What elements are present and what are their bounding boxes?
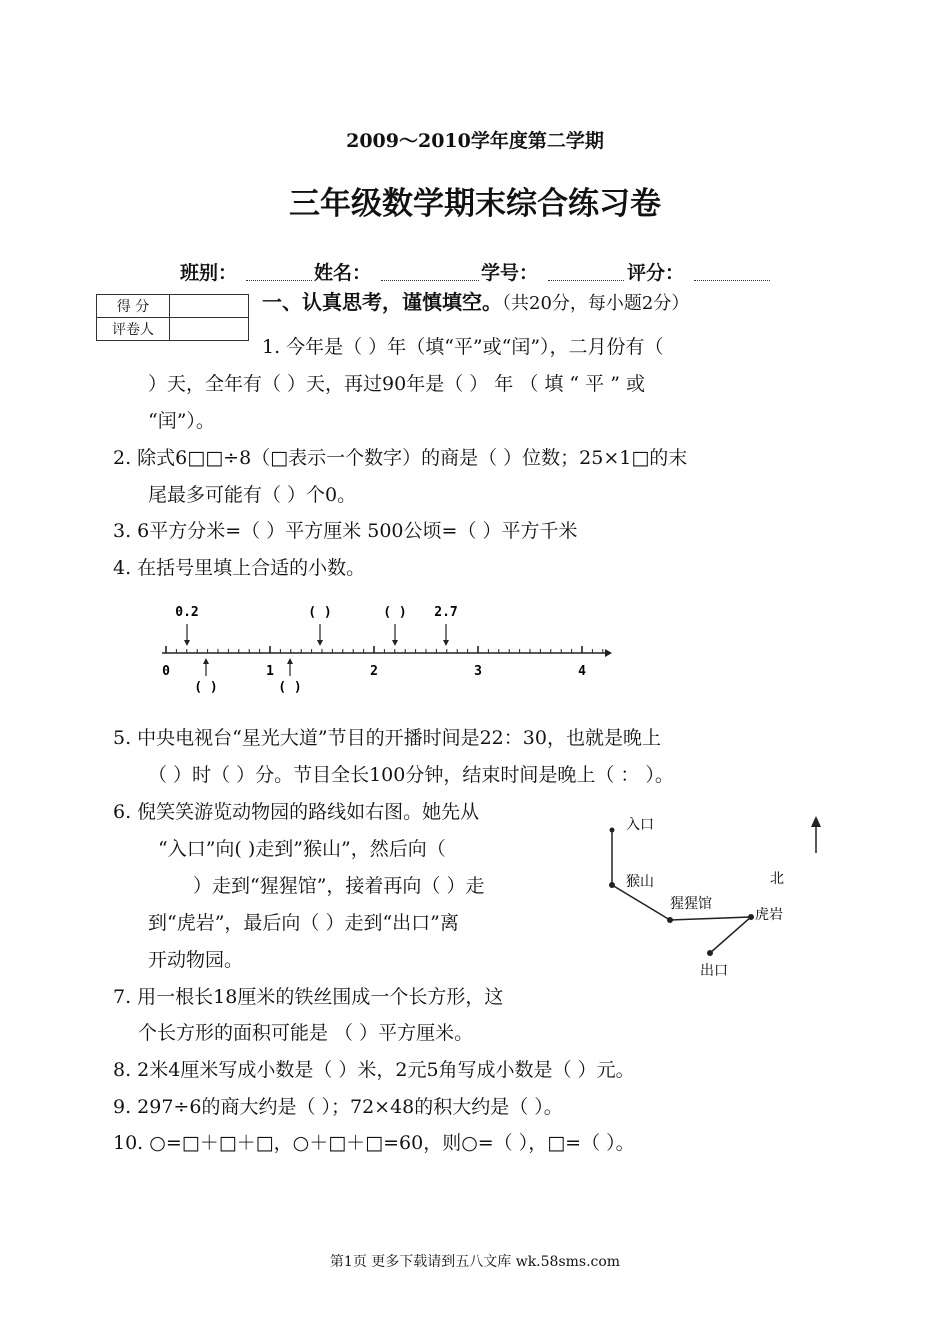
tick-label-0: 0 <box>162 664 170 679</box>
down-arrowhead <box>184 640 190 646</box>
exam-subtitle: 2009～2010学年度第二学期 <box>346 130 604 152</box>
question-7-line-2: 个长方形的面积可能是 （ ）平方厘米。 <box>138 1022 474 1044</box>
entrance-point <box>610 828 615 833</box>
question-6-line-2: “入口”向( )走到”猴山”，然后向（ <box>158 838 446 860</box>
top-blank-1[interactable]: ( ) <box>308 605 332 620</box>
page-footer: 第1页 更多下载请到五八文库 wk.58sms.com <box>329 1254 621 1270</box>
question-2-line-1: 2. 除式6□□÷8（□表示一个数字）的商是（ ）位数；25×1□的末 <box>113 447 688 469</box>
tiger-label: 虎岩 <box>755 907 783 923</box>
section-1-heading <box>262 286 689 315</box>
question-8: 8. 2米4厘米写成小数是（ ）米，2元5角写成小数是（ ）元。 <box>113 1059 635 1081</box>
up-arrowhead <box>203 658 209 664</box>
tiger-point <box>748 914 754 920</box>
score-table <box>96 294 249 341</box>
question-2-line-2: 尾最多可能有（ ）个0。 <box>148 484 357 506</box>
gorilla-point <box>667 917 673 923</box>
question-3: 3. 6平方分米=（ ）平方厘米 500公顷=（ ）平方千米 <box>113 520 578 542</box>
score-row-label: 得 分 <box>97 295 170 318</box>
question-6-line-3: ）走到“猩猩馆”，接着再向（ ）走 <box>193 875 485 897</box>
exit-label: 出口 <box>700 963 728 979</box>
tick-label-1: 1 <box>266 664 274 679</box>
zoo-route-path <box>612 830 751 953</box>
question-9: 9. 297÷6的商大约是（ ）；72×48的积大约是（ ）。 <box>113 1096 563 1118</box>
north-label: 北 <box>770 871 784 887</box>
name-label: 姓名： <box>314 262 372 284</box>
tick-label-3: 3 <box>474 664 482 679</box>
student-id-blank[interactable] <box>548 280 624 281</box>
bottom-blank-1[interactable]: ( ) <box>194 680 218 695</box>
student-id-label: 学号： <box>481 262 539 284</box>
exam-title: 三年级数学期末综合练习卷 <box>289 186 661 222</box>
name-blank[interactable] <box>381 280 479 281</box>
top-blank-2[interactable]: ( ) <box>383 605 407 620</box>
question-10: 10. ○=□＋□＋□，○＋□＋□=60，则○=（ ），□=（ ）。 <box>113 1132 635 1154</box>
question-1-line-1: 1. 今年是（ ）年（填“平”或“闰”），二月份有（ <box>262 336 664 358</box>
bottom-blank-2[interactable]: ( ) <box>278 680 302 695</box>
down-arrowhead <box>392 640 398 646</box>
number-line-figure <box>150 598 620 698</box>
question-7-line-1: 7. 用一根长18厘米的铁丝围成一个长方形，这 <box>113 986 504 1008</box>
class-blank[interactable] <box>246 280 312 281</box>
down-arrowhead <box>317 640 323 646</box>
number-line-ticks <box>166 646 603 653</box>
down-arrowhead <box>443 640 449 646</box>
score-blank[interactable] <box>694 280 770 281</box>
question-5-line-2: （ ）时（ ）分。节目全长100分钟，结束时间是晚上（ ： ）。 <box>148 764 674 786</box>
question-1-line-3: “闰”）。 <box>148 410 215 432</box>
tick-label-4: 4 <box>578 664 586 679</box>
monkey-point <box>609 882 615 888</box>
top-label-0-2: 0.2 <box>175 605 199 620</box>
grader-cell[interactable] <box>170 318 249 341</box>
score-label: 评分： <box>627 262 685 284</box>
question-4: 4. 在括号里填上合适的小数。 <box>113 557 366 579</box>
score-cell[interactable] <box>170 295 249 318</box>
question-1-line-2: ）天，全年有（ ）天，再过90年是（ ） 年 （ 填 “ 平 ” 或 <box>148 373 645 395</box>
tick-label-2: 2 <box>370 664 378 679</box>
question-6-line-4: 到“虎岩”，最后向（ ）走到“出口”离 <box>148 912 459 934</box>
section-1-note: （共20分，每小题2分） <box>502 293 690 314</box>
north-arrowhead <box>811 816 821 827</box>
section-1-title: 一、认真思考，谨慎填空。 <box>262 290 502 314</box>
monkey-label: 猴山 <box>626 874 654 890</box>
gorilla-label: 猩猩馆 <box>670 896 712 912</box>
exit-point <box>707 950 713 956</box>
class-label: 班别： <box>180 262 238 284</box>
grader-row-label: 评卷人 <box>97 318 170 341</box>
entrance-label: 入口 <box>626 817 654 833</box>
top-label-2-7: 2.7 <box>434 605 458 620</box>
question-5-line-1: 5. 中央电视台“星光大道”节目的开播时间是22：30，也就是晚上 <box>113 727 661 749</box>
up-arrowhead <box>287 658 293 664</box>
zoo-route-map <box>600 805 840 985</box>
number-line-arrowhead <box>605 649 612 657</box>
question-6-line-5: 开动物园。 <box>148 949 244 971</box>
question-6-line-1: 6. 倪笑笑游览动物园的路线如右图。她先从 <box>113 801 480 823</box>
